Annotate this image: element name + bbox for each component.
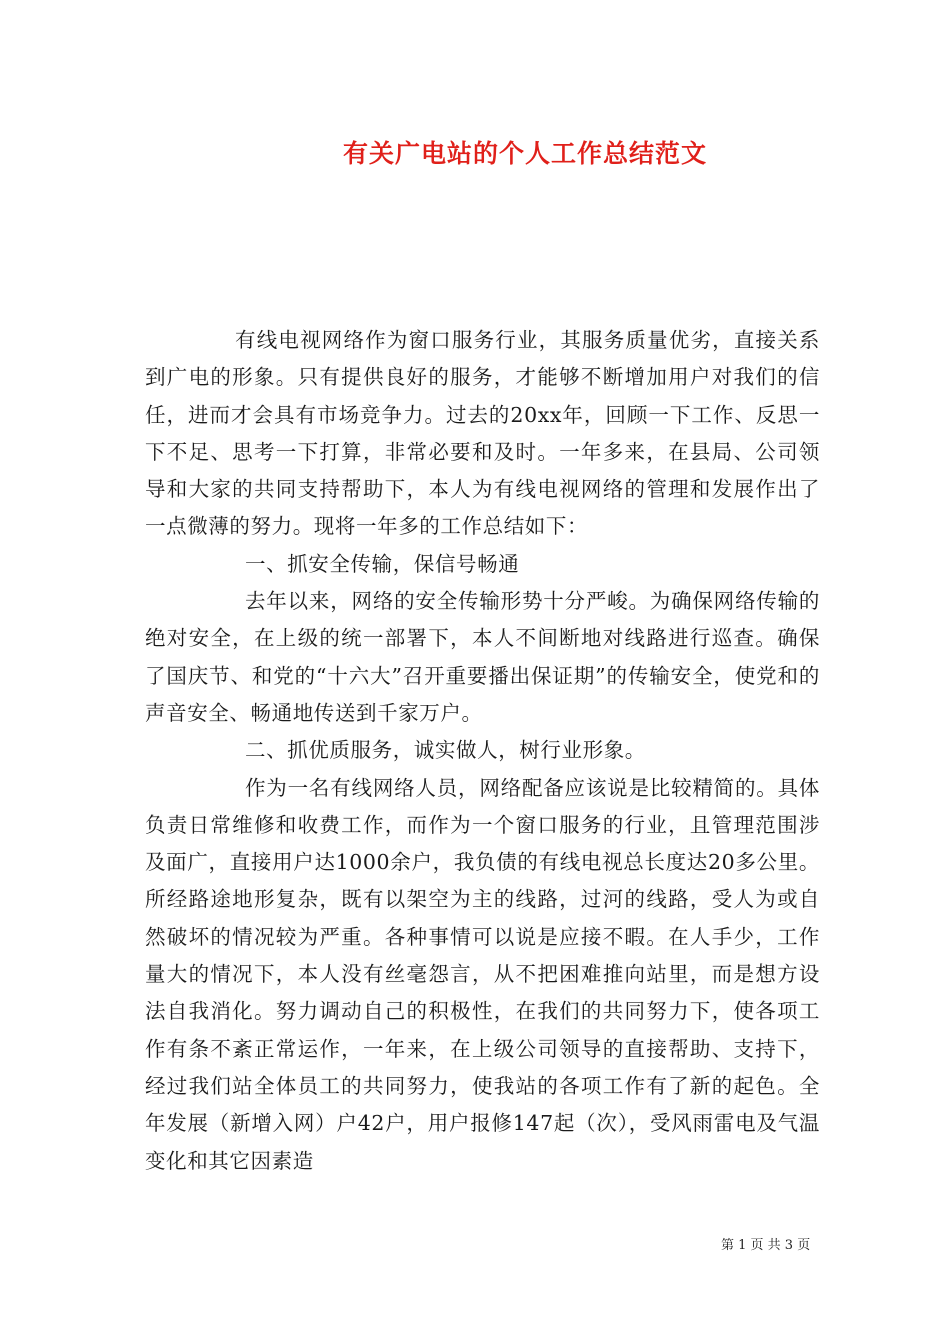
section-2-paragraph: 作为一名有线网络人员，网络配备应该说是比较精简的。具体负责日常维修和收费工作，而作为一个窗口服务的行业，且管理范围涉及面广，直接用户达1000余户，我负债的有线电视总长度达20多公里。所经路途地形复杂，既有以架空为主的线路，过河的线路，受人为或自然破坏的情况较为严重。各种事情可以说是应接不暇。在人手少，工作量大的情况下，本人没有丝毫怨言，从不把困难推向站里，而是想方设法自我消化。努力调动自己的积极性，在我们的共同努力下，使各项工作有条不紊正常运作，一年来，在上级公司领导的直接帮助、支持下，经过我们站全体员工的共同努力，使我站的各项工作有了新的起色。全年发展（新增入网）户42户，用户报修147起（次），受风雨雷电及气温变化和其它因素造 xyxy=(145,775,820,1173)
page-number: 第 1 页 共 3 页 xyxy=(721,1238,811,1253)
section-heading-2: 二、抓优质服务，诚实做人，树行业形象。 xyxy=(245,738,646,763)
document-title: 有关广电站的个人工作总结范文 xyxy=(342,139,707,168)
intro-paragraph: 有线电视网络作为窗口服务行业，其服务质量优劣，直接关系到广电的形象。只有提供良好的服务，才能够不断增加用户对我们的信任，进而才会具有市场竞争力。过去的20xx年，回顾一下工作、反思一下不足、思考一下打算，非常必要和及时。一年多来，在县局、公司领导和大家的共同支持帮助下，本人为有线电视网络的管理和发展作出了一点微薄的努力。现将一年多的工作总结如下： xyxy=(145,328,820,539)
section-heading-1: 一、抓安全传输，保信号畅通 xyxy=(245,551,520,576)
section-1-paragraph: 去年以来，网络的安全传输形势十分严峻。为确保网络传输的绝对安全，在上级的统一部署下，本人不间断地对线路进行巡查。确保了国庆节、和党的“十六大”召开重要播出保证期”的传输安全，使党和的声音安全、畅通地传送到千家万户。 xyxy=(145,589,820,725)
document-body xyxy=(145,322,820,1180)
